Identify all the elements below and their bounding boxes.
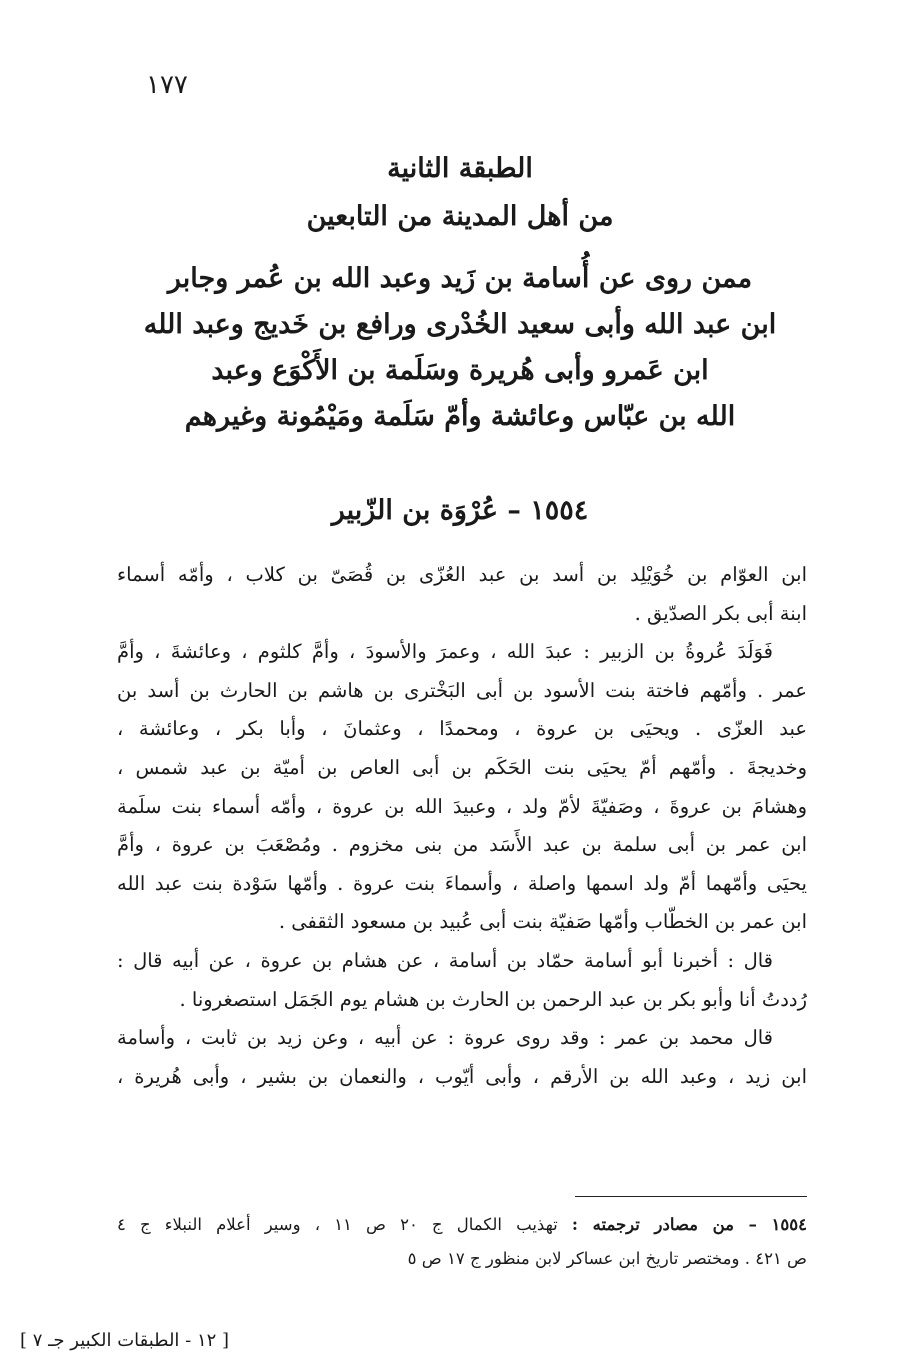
body-line: قال محمد بن عمر : وقد روى عروة : عن أبيه ، وعن زيد بن ثابت ، وأسامة [117, 1026, 773, 1050]
footnotes [117, 1208, 807, 1276]
page-signature: [ ١٢ - الطبقات الكبير جـ ٧ ] [20, 1330, 230, 1351]
entry-body [117, 556, 807, 1096]
footnote-lead: ١٥٥٤ – من مصادر ترجمته : [571, 1215, 807, 1234]
body-line: ابن العوّام بن خُوَيْلِد بن أسد بن عبد العُزّى بن قُصَىّ بن كلاب ، وأمّه أسماء [117, 563, 807, 586]
page-number: ١٧٧ [146, 70, 188, 100]
footnote-line: ص ٤٢١ . ومختصر تاريخ ابن عساكر لابن منظور ج ١٧ ص ٥ [407, 1249, 807, 1268]
body-line: ابن عمر بن الخطّاب وأمّها صَفيّة بنت أبى عُبيد بن مسعود الثقفى . [278, 910, 807, 934]
narrators-heading [140, 256, 780, 440]
footnote-line [117, 1208, 807, 1242]
narrators-line: ابن عبد الله وأبى سعيد الخُدْرى ورافع بن خَديج وعبد الله [143, 309, 777, 340]
section-subtitle: من أهل المدينة من التابعين [306, 201, 614, 232]
body-line: ابنة أبى بكر الصدّيق . [634, 601, 807, 625]
body-line: ابن زيد ، وعبد الله بن الأرقم ، وأبى أيّوب ، والنعمان بن بشير ، وأبى هُريرة ، [117, 1064, 807, 1088]
narrators-line: الله بن عبّاس وعائشة وأمّ سَلَمة ومَيْمُونة وغيرهم [184, 401, 736, 432]
footnote-text: تهذيب الكمال ج ٢٠ ص ١١ ، وسير أعلام النبلاء ج ٤ [117, 1215, 558, 1234]
body-line: يحيَى وأمّهما أمّ ولد اسمها واصلة ، وأسماءَ بنت عروة . وأمّها سَوْدة بنت عبد الله [117, 871, 807, 895]
body-line: وهشامَ بن عروةَ ، وصَفيّةَ لأمّ ولد ، وعبيدَ الله بن عروة ، وأمّه أسماء بنت سلَمة [117, 794, 807, 818]
body-line: ابن عمر بن أبى سلمة بن عبد الأَسَد من بنى مخزوم . ومُصْعَبَ بن عروة ، وأمَّ [117, 833, 807, 857]
body-line: قال : أخبرنا أبو أسامة حمّاد بن أسامة ، عن هشام بن عروة ، عن أبيه قال : [117, 948, 773, 972]
body-line: وخديجةَ . وأمّهم أمّ يحيَى بنت الحَكَم بن أبى العاص بن أميّة بن عبد شمس ، [117, 755, 807, 779]
section-title: الطبقة الثانية [387, 153, 533, 184]
narrators-line: ابن عَمرو وأبى هُريرة وسَلَمة بن الأَكْوَع وعبد [211, 355, 709, 386]
body-line: عبد العزّى . ويحيَى بن عروة ، ومحمدًا ، وعثمانَ ، وأبا بكر ، وعائشة ، [117, 717, 807, 741]
body-line: رُددتُ أنا وأبو بكر بن عبد الرحمن بن الحارث بن هشام يوم الجَمَل استصغرونا . [179, 987, 807, 1011]
body-line: فَوَلَدَ عُروةُ بن الزبير : عبدَ الله ، وعمرَ والأسودَ ، وأمَّ كلثوم ، وعائشةَ ، وأمَّ [117, 640, 773, 664]
body-line: عمر . وأمّهم فاختة بنت الأسود بن أبى البَخْترى بن هاشم بن الحارث بن أسد بن [117, 678, 807, 702]
footnote-divider [575, 1196, 807, 1197]
narrators-line: ممن روى عن أُسامة بن زَيد وعبد الله بن عُمر وجابر [167, 263, 753, 294]
entry-title: ١٥٥٤ – عُرْوَة بن الزّبير [331, 495, 589, 526]
